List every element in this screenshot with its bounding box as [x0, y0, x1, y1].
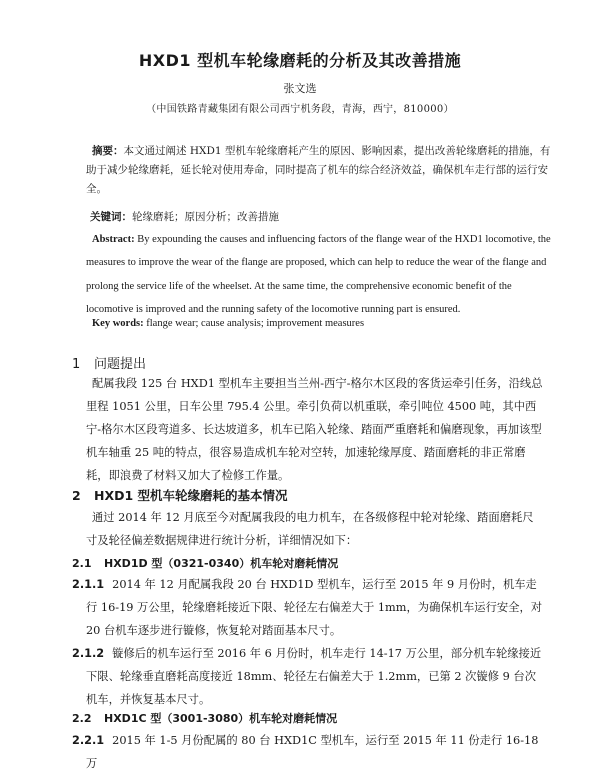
chinese-abstract-label: 摘要： — [92, 145, 124, 157]
item-2-1-2-label: 2.1.2 — [72, 647, 105, 660]
item-2-1-1-text: 2014 年 12 月配属我段 20 台 HXD1D 型机车，运行至 2015 年 9 月份时，机车走行 16-19 万公里，轮缘磨耗接近下限、轮径左右偏差大于 1mm，为确保机车运行安全，对 20 台机车逐步进行镟修，恢复轮对踏面基本尺寸。 — [86, 578, 543, 637]
section-1-paragraph: 配属我段 125 台 HXD1 型机车主要担当兰州-西宁-格尔木区段的客货运牵引任务，沿线总里程 1051 公里，日车公里 795.4 公里。牵引负荷以机重联，牵引吨位 4500 吨，其中西宁-格尔木区段弯道多、长达坡道多，机车已陷入轮缘、踏面严重磨耗和偏磨现象，再加该型机车轴重 25 吨的特点，很容易造成机车轮对空转，加速轮缘厚度、踏面磨耗的非正常磨耗，即浪费了材料又加大了检修工作量。 — [86, 377, 543, 482]
english-abstract — [86, 228, 556, 322]
subsection-2-1-title: HXD1D 型（0321-0340）机车轮对磨耗情况 — [104, 557, 339, 570]
paper-title: HXD1 型机车轮缘磨耗的分析及其改善措施 — [138, 51, 462, 70]
subsection-2-2-title: HXD1C 型（3001-3080）机车轮对磨耗情况 — [104, 712, 338, 725]
section-2-number: 2 — [72, 488, 81, 503]
english-keywords — [92, 318, 552, 329]
section-1-title: 问题提出 — [94, 357, 147, 372]
chinese-keywords — [90, 209, 550, 224]
english-abstract-label: Abstract: — [92, 234, 135, 245]
chinese-keywords-label: 关键词： — [90, 211, 132, 223]
item-2-1-1 — [72, 573, 544, 642]
item-2-2-1-label: 2.2.1 — [72, 734, 105, 747]
item-2-1-1-label: 2.1.1 — [72, 578, 105, 591]
item-2-2-1 — [72, 729, 544, 775]
author-name: 张文选 — [283, 82, 317, 95]
item-2-1-2 — [72, 642, 544, 711]
chinese-abstract — [86, 142, 554, 199]
subsection-2-2-number: 2.2 — [72, 712, 92, 725]
subsection-2-2-heading — [72, 710, 337, 726]
item-2-2-1-text: 2015 年 1-5 月份配属的 80 台 HXD1C 型机车，运行至 2015 年 11 份走行 16-18 万 — [86, 734, 539, 770]
section-1-number: 1 — [72, 357, 81, 372]
english-keywords-label: Key words: — [92, 318, 144, 329]
chinese-keywords-text: 轮缘磨耗；原因分析；改善措施 — [132, 211, 279, 223]
chinese-abstract-text: 本文通过阐述 HXD1 型机车轮缘磨耗产生的原因、影响因素，提出改善轮缘磨耗的措施，有助于减少轮缘磨耗，延长轮对使用寿命，同时提高了机车的综合经济效益，确保机车走行部的运行安全。 — [86, 145, 551, 195]
english-keywords-text: flange wear; cause analysis; improvement measures — [146, 318, 365, 329]
section-2-paragraph: 通过 2014 年 12 月底至今对配属我段的电力机车，在各级修程中轮对轮缘、踏面磨耗尺寸及轮径偏差数据规律进行统计分析，详细情况如下： — [86, 511, 534, 547]
section-2-heading — [72, 486, 288, 504]
author-affiliation: （中国铁路青藏集团有限公司西宁机务段，青海，西宁，810000） — [146, 104, 454, 115]
subsection-2-1-number: 2.1 — [72, 557, 92, 570]
section-1-heading — [72, 353, 146, 372]
section-2-title: HXD1 型机车轮缘磨耗的基本情况 — [94, 488, 288, 503]
item-2-1-2-text: 镟修后的机车运行至 2016 年 6 月份时，机车走行 14-17 万公里，部分机车轮缘接近下限、轮缘垂直磨耗高度接近 18mm、轮径左右偏差大于 1.2mm，已第 2 次镟修 9 台次机车，并恢复基本尺寸。 — [86, 647, 542, 706]
english-abstract-text: By expounding the causes and influencing factors of the flange wear of the HXD1 locomotive, the measures to improve the wear of the flange are proposed, which can help to reduce the wear of the flange and prolong the service life of the wheelset. At the same time, the comprehensive economic benefit of the locomotive is improved and the running safety of the locomotive running part is ensured. — [86, 234, 551, 316]
subsection-2-1-heading — [72, 555, 338, 571]
